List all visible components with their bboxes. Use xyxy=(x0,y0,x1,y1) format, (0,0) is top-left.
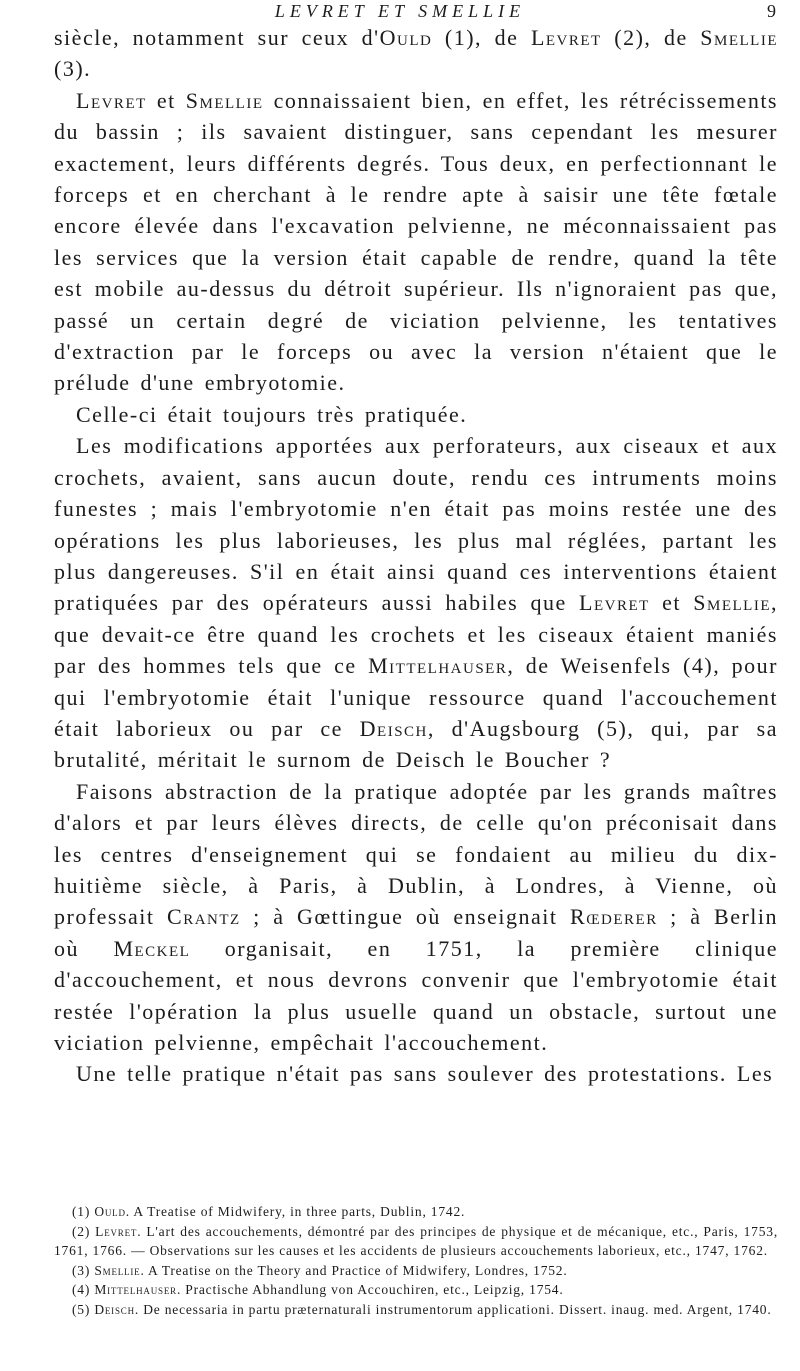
body-text xyxy=(54,22,778,1090)
footnote-number: (4) xyxy=(72,1282,95,1297)
footnote-author: Ould xyxy=(94,1204,126,1219)
text-run: siècle, notamment sur ceux d' xyxy=(54,25,380,50)
author-name: Crantz xyxy=(167,904,241,930)
footnotes xyxy=(54,1202,778,1319)
footnote-author: Levret xyxy=(95,1223,138,1239)
footnote-author: Mittelhauser xyxy=(94,1282,177,1297)
author-name: Meckel xyxy=(113,935,191,961)
footnote-text: . A Treatise of Midwifery, in three parts, Dublin, 1742. xyxy=(125,1204,466,1219)
text-run: , que devait-ce être quand les crochets et les ciseaux étaient maniés par des hommes tels que ce xyxy=(54,590,778,679)
author-name: Smellie xyxy=(185,87,264,113)
author-name: Mittelhauser xyxy=(368,653,508,679)
paragraph-6: Une telle pratique n'était pas sans soulever des protestations. Les xyxy=(76,1061,774,1087)
author-name: Ould xyxy=(379,25,433,50)
footnote-text: . L'art des accouchements, démontré par des principes de physique et de mécanique, etc., Paris, 1753, 1761, 1766. — Observations sur les causes et les accidents de plusieurs accouchements laborieux, etc., 1747, 1762. xyxy=(54,1223,778,1258)
text-run: , d'Augsbourg (5), qui, par sa brutalité, méritait le surnom de Deisch le Boucher ? xyxy=(54,715,778,773)
paragraph-4 xyxy=(54,430,778,775)
paragraph-5 xyxy=(54,776,778,1059)
footnote-author: Deisch xyxy=(94,1301,135,1317)
text-run: Les modifications apportées aux perforateurs, aux ciseaux et aux crochets, avaient, sans aucun doute, rendu ces intruments moins funestes ; mais l'embryotomie n'en était pas moins restée une des opérations les plus laborieuses, les plus mal réglées, partant les plus dangereuses. S'il en était ainsi quand ces interventions étaient pratiquées par des opérateurs aussi habiles que xyxy=(54,433,778,616)
footnote-author: Smellie xyxy=(94,1262,141,1278)
text-run: organisait, en 1751, la première clinique d'accouchement, et nous devrons convenir que l'embryotomie était restée l'opération la plus usuelle quand un obstacle, surtout une viciation pelvienne, empêchait l'accouchement. xyxy=(54,935,778,1055)
text-run: et xyxy=(146,87,186,113)
paragraph-3: Celle-ci était toujours très pratiquée. xyxy=(76,401,468,427)
footnote-text: . De necessaria in partu præternaturali instrumentorum applicationi. Dissert. inaug. med. Argent, 1740. xyxy=(134,1301,772,1317)
author-name: Smellie xyxy=(693,590,771,616)
footnote xyxy=(54,1261,778,1281)
paragraph-1 xyxy=(54,22,778,85)
text-run: (3). xyxy=(54,56,92,82)
text-run: , de Weisenfels (4), pour qui l'embryotomie était l'unique ressource quand l'accouchement était laborieux ou par ce xyxy=(54,653,779,741)
author-name: Levret xyxy=(76,87,147,113)
author-name: Levret xyxy=(579,590,650,616)
footnote-text: . Practische Abhandlung von Accouchiren, etc., Leipzig, 1754. xyxy=(176,1282,564,1297)
text-run: connaissaient bien, en effet, les rétrécissements du bassin ; ils savaient distinguer, sans cependant les mesurer exactement, leurs différents degrés. Tous deux, en perfectionnant le forceps et en cherchant à le rendre apte à saisir une tête fœtale encore élevée dans l'excavation pelvienne, ne méconnaissaient pas les services que la version était capable de rendre, quand la tête est mobile au-dessus du détroit supérieur. Ils n'ignoraient pas que, passé un certain degré de viciation pelvienne, les tentatives d'extraction par le forceps ou avec la version n'étaient que le prélude d'une embryotomie. xyxy=(54,87,778,396)
author-name: Deisch xyxy=(359,715,428,741)
author-name: Levret xyxy=(530,25,602,50)
text-run: Faisons abstraction de la pratique adoptée par les grands maîtres d'alors et par leurs élèves directs, de celle qu'on préconisait dans les centres d'enseignement qui se fondaient au milieu du dix-huitième siècle, à Paris, à Dublin, à Londres, à Vienne, où professait xyxy=(54,778,778,930)
text-run: et xyxy=(649,590,694,616)
paragraph-2 xyxy=(54,85,778,399)
text-run: ; à Berlin où xyxy=(54,904,779,961)
footnote xyxy=(54,1280,778,1300)
text-run: (2), de xyxy=(601,25,701,50)
footnote-number: (2) xyxy=(72,1223,96,1239)
text-run: ; à Gœttingue où enseignait xyxy=(240,904,571,930)
footnote xyxy=(54,1222,778,1261)
running-title: LEVRET ET SMELLIE xyxy=(274,1,526,21)
author-name: Smellie xyxy=(700,25,778,50)
page-number: 9 xyxy=(767,1,776,21)
footnote-text: . A Treatise on the Theory and Practice of Midwifery, Londres, 1752. xyxy=(140,1262,568,1278)
footnote-number: (3) xyxy=(72,1262,95,1278)
footnote xyxy=(54,1300,778,1320)
footnote-number: (5) xyxy=(72,1301,95,1317)
text-run: (1), de xyxy=(432,25,531,50)
footnote xyxy=(54,1202,778,1222)
author-name: Rœderer xyxy=(570,904,658,930)
footnote-number: (1) xyxy=(72,1204,95,1219)
